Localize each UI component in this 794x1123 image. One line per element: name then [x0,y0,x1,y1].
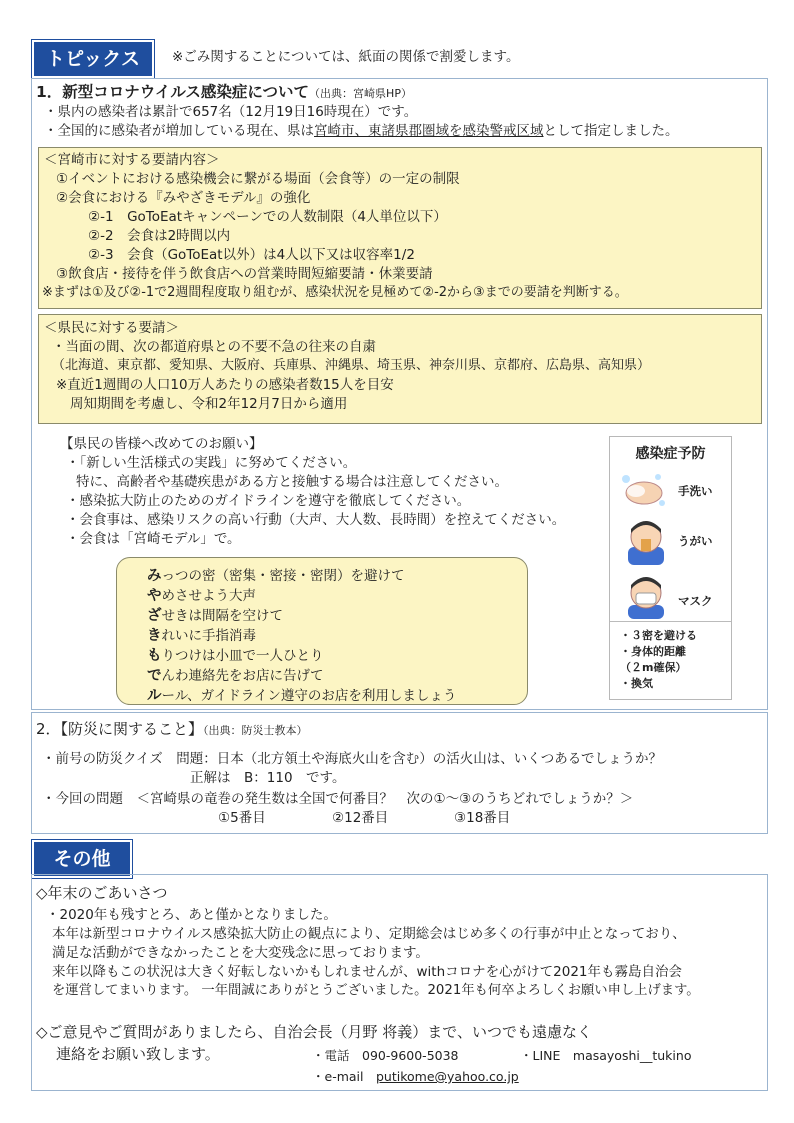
greeting-line-4: 来年以降もこの状況は大きく好転しないかもしれませんが、withコロナを心がけて2021年も霧島自治会 [52,964,682,980]
topics-note: ※ごみ関することについては、紙面の関係で割愛します。 [172,49,520,65]
greeting-line-3: 満足な活動ができなかったことを大変残念に思っております。 [52,945,429,961]
city-item-1: ①イベントにおける感染機会に繋がる場面（会食等）の一定の制限 [56,171,460,187]
prevention-note-2: ・身体的距離 [620,645,686,658]
city-heading: ＜宮崎市に対する要請内容＞ [44,152,220,168]
prevention-label-handwash: 手洗い [678,484,713,498]
contact-line-1: ◇ご意見やご質問がありましたら、自治会長（月野 将義）まで、いつでも遠慮なく [36,1023,593,1041]
other-header: その他 [32,840,132,878]
disaster-option-3: ③18番目 [454,810,511,826]
email-link[interactable]: putikome@yahoo.co.jp [375,1069,519,1084]
request-line-4: ・会食事は、感染リスクの高い行動（大声、大人数、長時間）を控えてください。 [66,512,566,528]
covid-line-1: ・県内の感染者は累計で657名（12月19日16時現在）です。 [44,104,418,120]
prevention-title: 感染症予防 [635,446,706,462]
mask-icon [624,573,668,619]
prevention-divider [610,621,731,622]
covid-title: 1．新型コロナウイルス感染症について（出典：宮崎県HP） [36,83,412,101]
mnemonic-row: でんわ連絡先をお店に告げて [147,668,324,684]
request-line-1: ・「新しい生活様式の実践」に努めてください。 [66,455,357,471]
disaster-prev-question: ・前号の防災クイズ 問題：日本（北方領土や海底火山を含む）の活火山は、いくつあるでしょうか？ [42,751,663,767]
request-line-5: ・会食は「宮崎モデル」で。 [66,531,241,547]
request-line-2: 特に、高齢者や基礎疾患がある方と接触する場合は注意してください。 [76,474,508,490]
pref-item-4: 周知期間を考慮し、令和2年12月7日から適用 [70,396,348,412]
city-item-2-2: ②-2 会食は2時間以内 [88,228,231,244]
pref-heading: ＜県民に対する要請＞ [44,320,179,336]
city-note: ※まずは①及び②-1で2週間程度取り組むが、感染状況を見極めて②-2から③までの要請を判断する。 [42,285,628,300]
request-heading: 【県民の皆様へ改めてのお願い】 [60,436,263,452]
city-item-2-1: ②-1 GoToEatキャンペーンでの人数制限（4人単位以下） [88,209,447,225]
contact-line-2: 連絡をお願い致します。 [56,1045,220,1063]
prevention-label-gargle: うがい [678,534,713,548]
greeting-line-5: を運営してまいります。 一年間誠にありがとうございました。2021年も何卒よろしくお願い申し上げます。 [52,983,700,998]
pref-item-3: ※直近1週間の人口10万人あたりの感染者数15人を目安 [56,377,394,393]
covid-line-2: ・全国的に感染者が増加している現在、県は宮崎市、東諸県郡圏域を感染警戒区域として指定しました。 [44,123,679,139]
disaster-option-1: ①5番目 [218,810,266,826]
greeting-heading: ◇年末のごあいさつ [36,884,168,902]
request-line-3: ・感染拡大防止のためのガイドラインを遵守を徹底してください。 [66,493,471,509]
gargle-icon [624,517,668,565]
prevention-panel [609,436,732,700]
pref-item-2: （北海道、東京都、愛知県、大阪府、兵庫県、沖縄県、埼玉県、神奈川県、京都府、広島県、高知県） [52,358,651,373]
disaster-title: 2．【防災に関すること】（出典：防災士教本） [36,720,308,738]
prevention-label-mask: マスク [678,594,713,608]
handwash-icon [618,469,668,513]
city-item-3: ③飲食店・接待を伴う飲食店への営業時間短縮要請・休業要請 [56,266,433,282]
mnemonic-row: やめさせよう大声 [147,588,256,604]
disaster-question: ・今回の問題 ＜宮崎県の竜巻の発生数は全国で何番目？ 次の①～③のうちどれでしょうか？＞ [42,791,634,807]
disaster-prev-answer: 正解は B：110 です。 [190,770,346,786]
miyazaki-model-box [116,557,528,705]
mnemonic-row: みっつの密（密集・密接・密閉）を避けて [147,568,405,584]
contact-email: ・e-mail putikome@yahoo.co.jp [312,1069,519,1084]
mnemonic-row: ざせきは間隔を空けて [147,608,283,624]
city-item-2-3: ②-3 会食（GoToEat以外）は4人以下又は収容率1/2 [88,247,415,263]
pref-item-1: ・当面の間、次の都道府県との不要不急の往来の自粛 [52,339,376,355]
contact-phone: ・電話 090-9600-5038 [312,1048,459,1063]
disaster-option-2: ②12番目 [332,810,389,826]
prevention-note-3: （２m確保） [620,661,687,674]
prevention-note-4: ・換気 [620,677,653,690]
greeting-line-2: 本年は新型コロナウイルス感染拡大防止の観点により、定期総会はじめ多くの行事が中止となっており、 [52,926,686,942]
prevention-note-1: ・３密を避ける [620,629,697,642]
mnemonic-row: もりつけは小皿で一人ひとり [147,648,324,664]
city-item-2: ②会食における『みやざきモデル』の強化 [56,190,311,206]
topics-header: トピックス [32,40,154,78]
contact-line-id: ・LINE masayoshi__tukino [520,1048,692,1063]
greeting-line-1: ・2020年も残すとろ、あと僅かとなりました。 [46,907,337,923]
mnemonic-row: ルール、ガイドライン遵守のお店を利用しましょう [147,688,457,704]
mnemonic-row: きれいに手指消毒 [147,628,256,644]
